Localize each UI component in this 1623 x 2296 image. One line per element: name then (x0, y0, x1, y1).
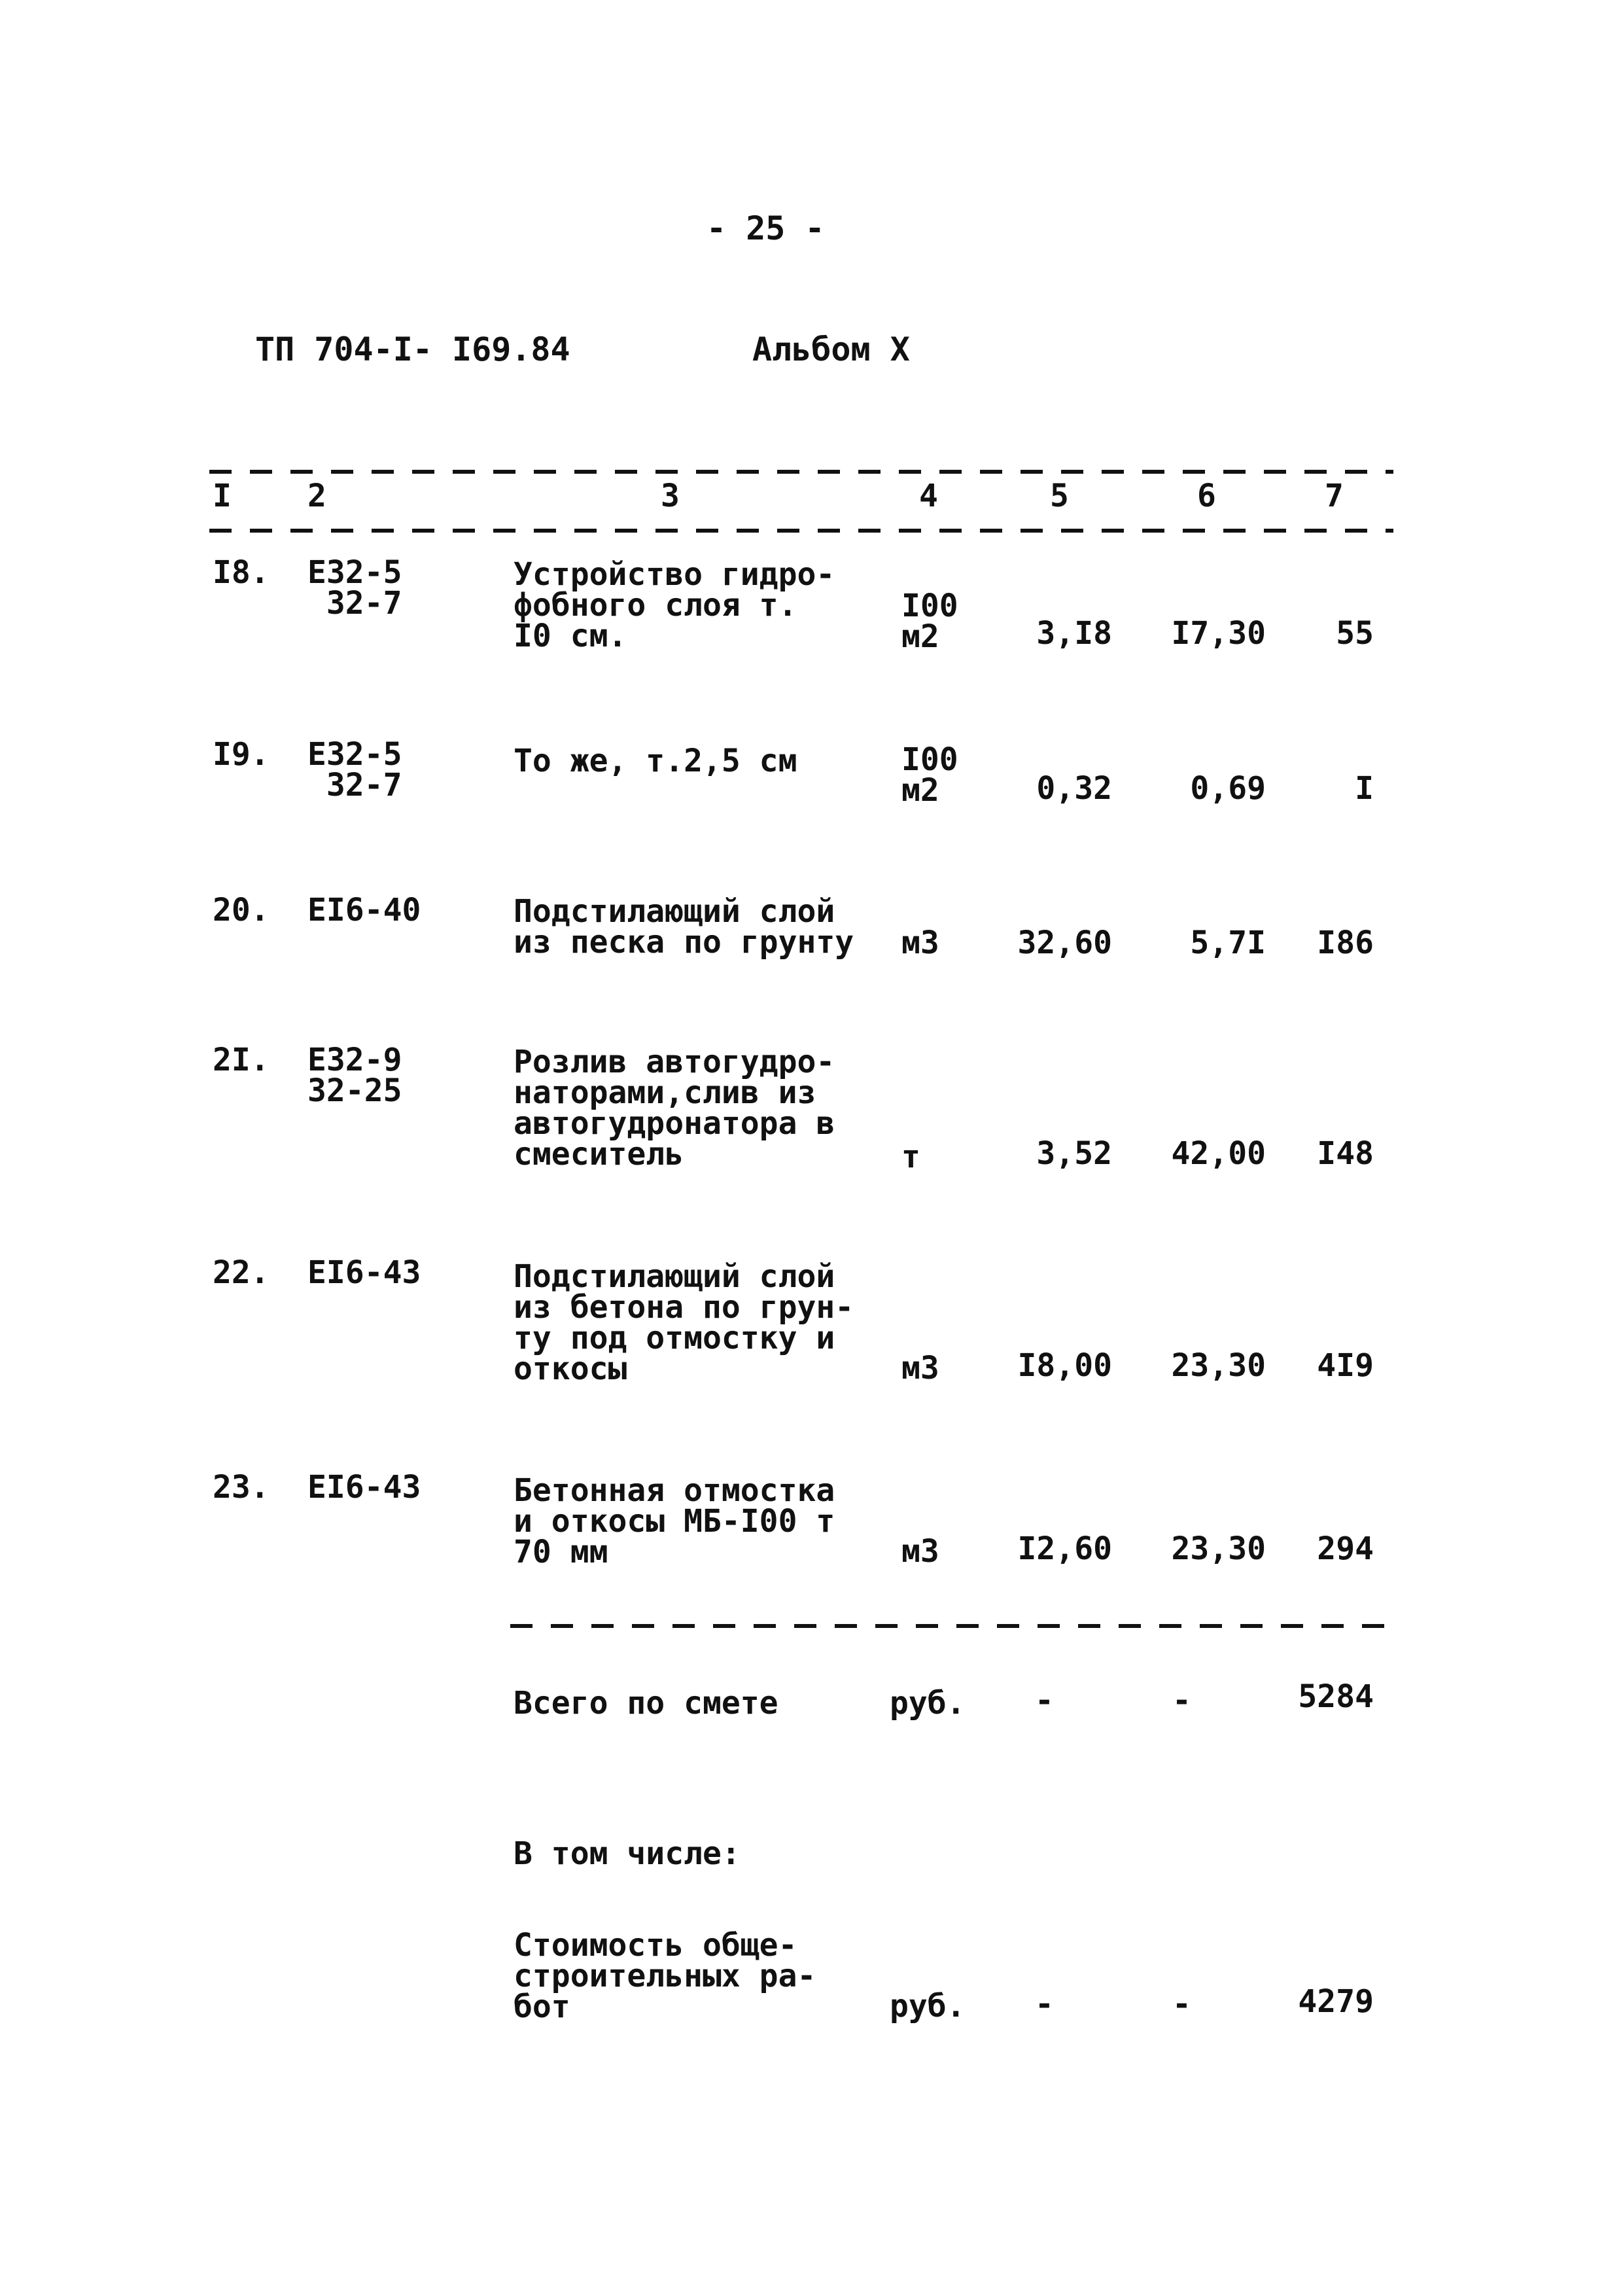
row-description: Розлив автогудро- наторами,слив из автогудронатора в смеситель (514, 1044, 835, 1173)
row-unit-price: 5,7I (1190, 925, 1266, 961)
row-total: I48 (1317, 1135, 1374, 1172)
row-code: Е32-5 32-7 (307, 554, 402, 622)
row-description: Подстилающий слой из бетона по грун- ту под отмостку и откосы (514, 1258, 854, 1387)
total-quantity: - (1035, 1682, 1054, 1719)
row-unit-price: 0,69 (1190, 770, 1266, 807)
row-number: 22. (213, 1254, 270, 1291)
general-works-unit: руб. (890, 1988, 966, 2024)
row-total: I (1355, 770, 1374, 807)
row-unit: I00 м2 (901, 588, 958, 655)
album-label: Альбом X (752, 330, 910, 368)
table-header-rule-bottom (209, 529, 1393, 533)
row-total: 4I9 (1317, 1347, 1374, 1384)
row-number: 23. (213, 1469, 270, 1506)
row-quantity: I2,60 (1017, 1530, 1112, 1567)
row-unit-price: 23,30 (1171, 1347, 1266, 1384)
table-header-col-5: 5 (1050, 478, 1069, 514)
row-unit: м3 (901, 1350, 939, 1386)
document-code: ТП 704-I- I69.84 (255, 330, 570, 368)
row-code: ЕI6-43 (307, 1254, 421, 1291)
row-description: Бетонная отмостка и откосы МБ-I00 т 70 мм (514, 1472, 835, 1570)
row-total: 294 (1317, 1530, 1374, 1567)
row-description: Подстилающий слой из песка по грунту (514, 893, 854, 961)
including-label: В том числе: (514, 1835, 741, 1872)
row-quantity: 32,60 (1017, 925, 1112, 961)
row-unit: т (901, 1139, 920, 1175)
row-quantity: 0,32 (1036, 770, 1112, 807)
row-unit: м3 (901, 1533, 939, 1570)
row-code: ЕI6-43 (307, 1469, 421, 1506)
row-total: I86 (1317, 925, 1374, 961)
row-number: 2I. (213, 1042, 270, 1078)
row-code: Е32-5 32-7 (307, 736, 402, 804)
general-works-value: 4279 (1298, 1983, 1374, 2020)
row-quantity: 3,I8 (1036, 615, 1112, 652)
row-quantity: 3,52 (1036, 1135, 1112, 1172)
row-unit: м3 (901, 925, 939, 961)
row-unit-price: 23,30 (1171, 1530, 1266, 1567)
row-unit: I00 м2 (901, 741, 958, 809)
row-number: 20. (213, 892, 270, 928)
total-value: 5284 (1298, 1678, 1374, 1715)
total-label: Всего по смете (514, 1685, 778, 1722)
row-number: I8. (213, 554, 270, 591)
row-quantity: I8,00 (1017, 1347, 1112, 1384)
table-header-col-7: 7 (1325, 478, 1344, 514)
page-number: - 25 - (707, 209, 825, 247)
row-total: 55 (1336, 615, 1374, 652)
row-code: Е32-9 32-25 (307, 1042, 402, 1109)
table-header-col-1: I (213, 478, 232, 514)
table-header-col-4: 4 (919, 478, 938, 514)
row-description: Устройство гидро- фобного слоя т. I0 см. (514, 556, 835, 654)
row-unit-price: I7,30 (1171, 615, 1266, 652)
row-number: I9. (213, 736, 270, 773)
table-header-col-6: 6 (1197, 478, 1216, 514)
table-header-col-2: 2 (307, 478, 326, 514)
table-header-rule-top (209, 470, 1393, 474)
general-works-quantity: - (1035, 1986, 1054, 2022)
general-works-price: - (1172, 1986, 1191, 2022)
totals-rule (510, 1624, 1393, 1628)
row-code: ЕI6-40 (307, 892, 421, 928)
row-unit-price: 42,00 (1171, 1135, 1266, 1172)
row-description: То же, т.2,5 см (514, 743, 797, 779)
total-price: - (1172, 1682, 1191, 1719)
total-unit: руб. (890, 1685, 966, 1722)
general-works-label: Стоимость обще- строительных ра- бот (514, 1927, 816, 2025)
table-header-col-3: 3 (661, 478, 680, 514)
